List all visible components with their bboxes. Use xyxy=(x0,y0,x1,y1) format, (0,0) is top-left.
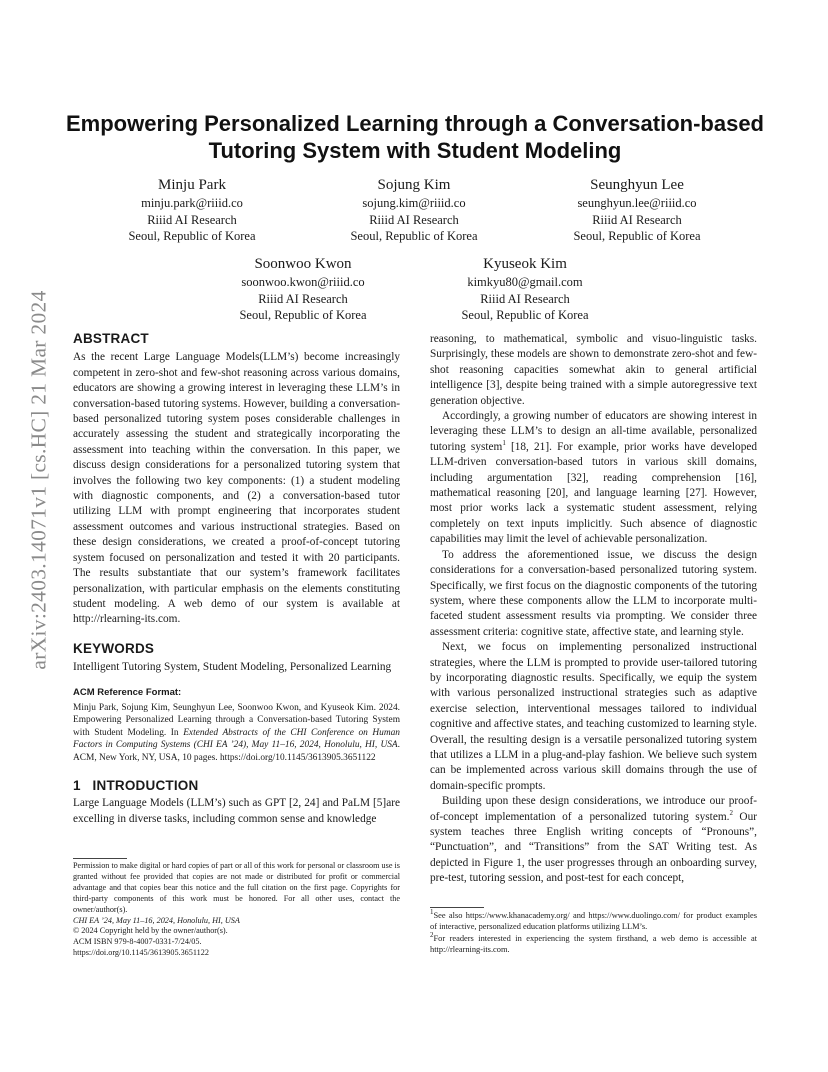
author-email[interactable]: sojung.kim@riiid.co xyxy=(362,196,466,210)
acm-ref-authors: Minju Park, Sojung Kim, Seunghyun Lee, Soonwoo Kwon, and Kyuseok Kim. 2024. Empowering Personalized Learning through a Conversation-based Tutoring System with Student Modeling. In xyxy=(73,702,400,738)
paragraph xyxy=(430,409,757,548)
author-name: Soonwoo Kwon xyxy=(254,256,352,272)
author-location: Seoul, Republic of Korea xyxy=(461,308,589,322)
footnote-marker[interactable]: 1 xyxy=(502,439,506,448)
footnote-marker[interactable]: 2 xyxy=(729,808,733,817)
acm-ref-venue: Extended Abstracts of the CHI Conference on Human Factors in Computing Systems (CHI EA ’24), May 11–16, 2024, Honolulu, HI, USA xyxy=(73,727,400,751)
footnote-1 xyxy=(430,910,757,933)
author-block xyxy=(415,255,635,324)
author-email[interactable]: seunghyun.lee@riiid.co xyxy=(577,196,697,210)
permission-venue-text: CHI EA ’24, May 11–16, 2024, Honolulu, HI, USA xyxy=(73,915,240,925)
footnotes xyxy=(430,910,757,955)
paragraph xyxy=(430,794,757,886)
author-org: Riiid AI Research xyxy=(147,212,237,227)
author-name: Seunghyun Lee xyxy=(590,177,684,193)
paragraph: reasoning, to mathematical, symbolic and visuo-linguistic tasks. Surprisingly, these models are shown to demonstrate zero-shot and few-shot reasoning capacities somewhat akin to general artificial intelligence [3], despite being trained with a simple autoregressive text generation objective. xyxy=(430,333,757,407)
acm-ref-heading: ACM Reference Format: xyxy=(73,686,182,698)
author-block xyxy=(304,176,524,245)
permission-copyright: © 2024 Copyright held by the owner/author(s). xyxy=(73,926,228,936)
paragraph-text: [18, 21]. For example, prior works have developed LLM-driven conversation-based tutors in various skill domains, including argumentation [32], reading comprehension [16], mathematical reasoning [20], and language learning [27]. However, most prior works lack a systematic student assessment, relying completely on text inputs implicitly. Such absence of diagnostic capabilities may limit the level of achievable personalization. xyxy=(430,440,757,546)
author-org: Riiid AI Research xyxy=(369,212,459,227)
left-column xyxy=(73,331,400,827)
paragraph-text: Accordingly, a growing number of educators are showing interest in leveraging these LLM’s to design an all-time available, personalized tutoring system xyxy=(430,410,757,453)
footnote-2 xyxy=(430,930,757,956)
author-block xyxy=(527,176,747,245)
author-location: Seoul, Republic of Korea xyxy=(573,229,701,243)
paper-title: Empowering Personalized Learning through a Conversation-based Tutoring System with Student Modeling xyxy=(66,111,764,163)
author-email[interactable]: soonwoo.kwon@riiid.co xyxy=(241,275,365,289)
permission-venue xyxy=(73,916,400,927)
permission-isbn: ACM ISBN 979-8-4007-0331-7/24/05. xyxy=(73,937,202,947)
paragraph: Next, we focus on implementing personalized instructional strategies, where the LLM is prompted to provide user-tailored tutoring by incorporating diagnostic results. Specifically, we equip the system with various personalized instructional strategies such as adaptive exercise selection, interventional messages tailored to individual cognitive and affective states, and teaching customized to learning style. Overall, the resulting design is a versatile personalized tutoring system that utilizes a LLM in a plug-and-play fashion. We believe such system can be implemented across various skill domains through the use of domain-specific prompts. xyxy=(430,641,757,792)
right-column xyxy=(430,332,757,887)
footnote-number: 1 xyxy=(430,908,434,917)
arxiv-stamp-text: arXiv:2403.14071v1 [cs.HC] 21 Mar 2024 xyxy=(26,290,51,670)
paragraph: To address the aforementioned issue, we discuss the design considerations for a conversation-based personalized tutoring system. Specifically, we first focus on the diagnostic components of the tutoring system, where these components allow the LLM to incorporate multi-faceted student assessment results via prompting. We consider three assessment criteria: cognitive state, affective state, and learning style. xyxy=(430,548,757,638)
intro-text: Large Language Models (LLM’s) such as GPT [2, 24] and PaLM [5]are excelling in diverse tasks, including common sense and knowledge xyxy=(73,797,400,825)
author-org: Riiid AI Research xyxy=(480,291,570,306)
author-location: Seoul, Republic of Korea xyxy=(128,229,256,243)
footnote-rule-left xyxy=(73,858,127,859)
permission-block xyxy=(73,861,400,959)
acm-ref-text xyxy=(73,702,400,764)
author-org: Riiid AI Research xyxy=(592,212,682,227)
permission-text: Permission to make digital or hard copies of part or all of this work for personal or classroom use is granted without fee provided that copies are not made or distributed for profit or commercial advantage and that copies bear this notice and the full citation on the first page. Copyrights for third-party components of this work must be honored. For all other uses, contact the owner/author(s). xyxy=(73,861,400,914)
footnote-number: 2 xyxy=(430,930,434,939)
permission-doi[interactable]: https://doi.org/10.1145/3613905.3651122 xyxy=(73,948,209,958)
author-name: Kyuseok Kim xyxy=(483,256,567,272)
paragraph-text: Building upon these design considerations, we introduce our proof-of-concept implementation of a personalized tutoring system. xyxy=(430,795,757,823)
footnote-text: For readers interested in experiencing the system firsthand, a web demo is accessible at http://rlearning-its.com. xyxy=(430,933,757,954)
author-name: Sojung Kim xyxy=(377,177,451,193)
keywords-text: Intelligent Tutoring System, Student Modeling, Personalized Learning xyxy=(73,661,392,674)
author-location: Seoul, Republic of Korea xyxy=(239,308,367,322)
footnote-rule-right xyxy=(430,907,484,908)
paragraph-text: Our system teaches three English writing concepts of “Pronouns”, “Punctuation”, and “Transitions” from the SAT Writing test. As depicted in Figure 1, the user progresses through an onboarding survey, pre-test, tutoring session, and post-test for each concept, xyxy=(430,810,757,885)
abstract-text: As the recent Large Language Models(LLM’s) become increasingly competent in zero-shot and few-shot reasoning across various domains, educators are showing a growing interest in leveraging these LLM’s in conversation-based tutoring systems. However, building a conversation-based personalized tutoring system poses considerable challenges in accurately assessing the student and strategically incorporating the assessment into teaching within the conversation. In this paper, we discuss design considerations for a personalized tutoring system that involves the following two key components: (1) a student modeling with diagnostic components, and (2) a conversation-based tutor utilizing LLM with prompt engineering that incorporates student assessment outcomes and various instructional strategies. Based on these design considerations, we created a proof-of-concept tutoring system focused on personalization and tested it with 20 participants. The results substantiate that our system’s framework facilitates personalization, with particular emphasis on the elements constituting student modeling. A web demo of our system is available at http://rlearning-its.com. xyxy=(73,351,400,626)
keywords-heading: KEYWORDS xyxy=(73,640,155,656)
abstract-heading: ABSTRACT xyxy=(73,331,149,346)
author-name: Minju Park xyxy=(158,177,226,193)
author-block xyxy=(82,176,302,245)
author-email[interactable]: minju.park@riiid.co xyxy=(141,196,243,210)
author-org: Riiid AI Research xyxy=(258,291,348,306)
arxiv-stamp xyxy=(14,285,64,675)
author-location: Seoul, Republic of Korea xyxy=(350,229,478,243)
author-block xyxy=(193,255,413,324)
intro-heading: 1 INTRODUCTION xyxy=(73,777,199,793)
footnote-text: See also https://www.khanacademy.org/ and https://www.duolingo.com/ for product examples of interactive, personalized education platforms utilizing LLM’s. xyxy=(430,911,757,932)
acm-ref-rest: . ACM, New York, NY, USA, 10 pages. https://doi.org/10.1145/3613905.3651122 xyxy=(73,740,400,763)
author-email[interactable]: kimkyu80@gmail.com xyxy=(467,275,583,289)
